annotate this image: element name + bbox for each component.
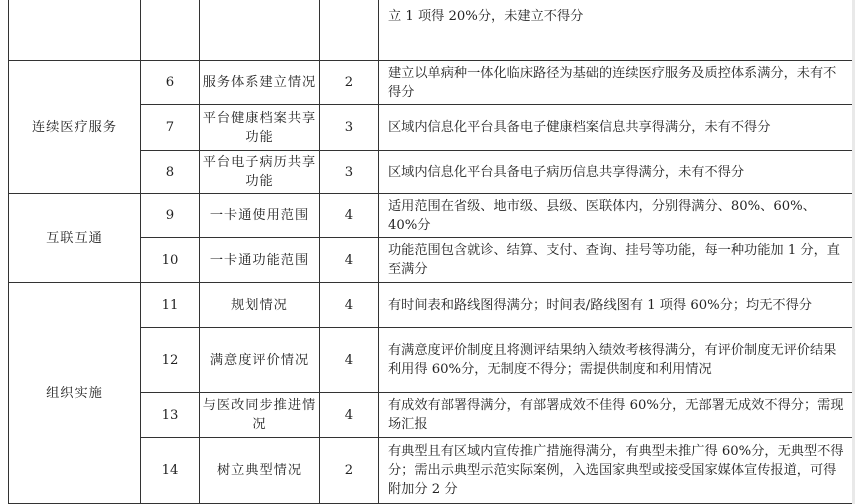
score: 4	[320, 283, 379, 328]
item-name: 平台健康档案共享功能	[200, 105, 320, 151]
item-name: 满意度评价情况	[200, 328, 320, 393]
item-name: 一卡通使用范围	[200, 194, 320, 238]
row-number: 8	[141, 151, 200, 194]
scoring-rule: 功能范围包含就诊、结算、支付、查询、挂号等功能，每一种功能加 1 分，直至满分	[379, 238, 853, 283]
scoring-rule: 有成效有部署得满分，有部署成效不佳得 60%分，无部署无成效不得分；需现场汇报	[379, 393, 853, 438]
scoring-rule: 有典型且有区域内宣传推广措施得满分，有典型未推广得 60%分，无典型不得分；需出示典型示范实际案例，入选国家典型或接受国家媒体宣传报道，可得附加分 2 分	[379, 438, 853, 504]
table-row	[9, 0, 853, 61]
row-number: 13	[141, 393, 200, 438]
table-row	[9, 194, 853, 238]
score: 3	[320, 151, 379, 194]
evaluation-table	[8, 0, 853, 504]
table-row	[9, 283, 853, 328]
score: 4	[320, 238, 379, 283]
row-number: 9	[141, 194, 200, 238]
scoring-rule: 有时间表和路线图得满分；时间表/路线图有 1 项得 60%分；均无不得分	[379, 283, 853, 328]
scoring-rule: 适用范围在省级、地市级、县级、医联体内，分别得满分、80%、60%、40%分	[379, 194, 853, 238]
item-name: 平台电子病历共享功能	[200, 151, 320, 194]
category-interconnect: 互联互通	[9, 194, 141, 283]
scoring-rule: 立 1 项得 20%分，未建立不得分	[379, 0, 853, 61]
score: 4	[320, 328, 379, 393]
table-row	[9, 61, 853, 105]
scoring-rule: 有满意度评价制度且将测评结果纳入绩效考核得满分，有评价制度无评价结果利用得 60%分，无制度不得分；需提供制度和利用情况	[379, 328, 853, 393]
row-number: 7	[141, 105, 200, 151]
item-name	[200, 0, 320, 61]
row-number: 10	[141, 238, 200, 283]
row-number: 12	[141, 328, 200, 393]
score	[320, 0, 379, 61]
score: 4	[320, 194, 379, 238]
row-number	[141, 0, 200, 61]
score: 4	[320, 393, 379, 438]
item-name: 规划情况	[200, 283, 320, 328]
category-continuous-care: 连续医疗服务	[9, 61, 141, 194]
scoring-rule: 区域内信息化平台具备电子健康档案信息共享得满分，未有不得分	[379, 105, 853, 151]
item-name: 树立典型情况	[200, 438, 320, 504]
category-cell-empty	[9, 0, 141, 61]
item-name: 服务体系建立情况	[200, 61, 320, 105]
row-number: 11	[141, 283, 200, 328]
score: 2	[320, 61, 379, 105]
scoring-rule: 建立以单病种一体化临床路径为基础的连续医疗服务及质控体系满分，未有不得分	[379, 61, 853, 105]
scoring-rule: 区域内信息化平台具备电子病历信息共享得满分，未有不得分	[379, 151, 853, 194]
row-number: 14	[141, 438, 200, 504]
score: 3	[320, 105, 379, 151]
score: 2	[320, 438, 379, 504]
item-name: 与医改同步推进情况	[200, 393, 320, 438]
item-name: 一卡通功能范围	[200, 238, 320, 283]
row-number: 6	[141, 61, 200, 105]
category-organize: 组织实施	[9, 283, 141, 504]
